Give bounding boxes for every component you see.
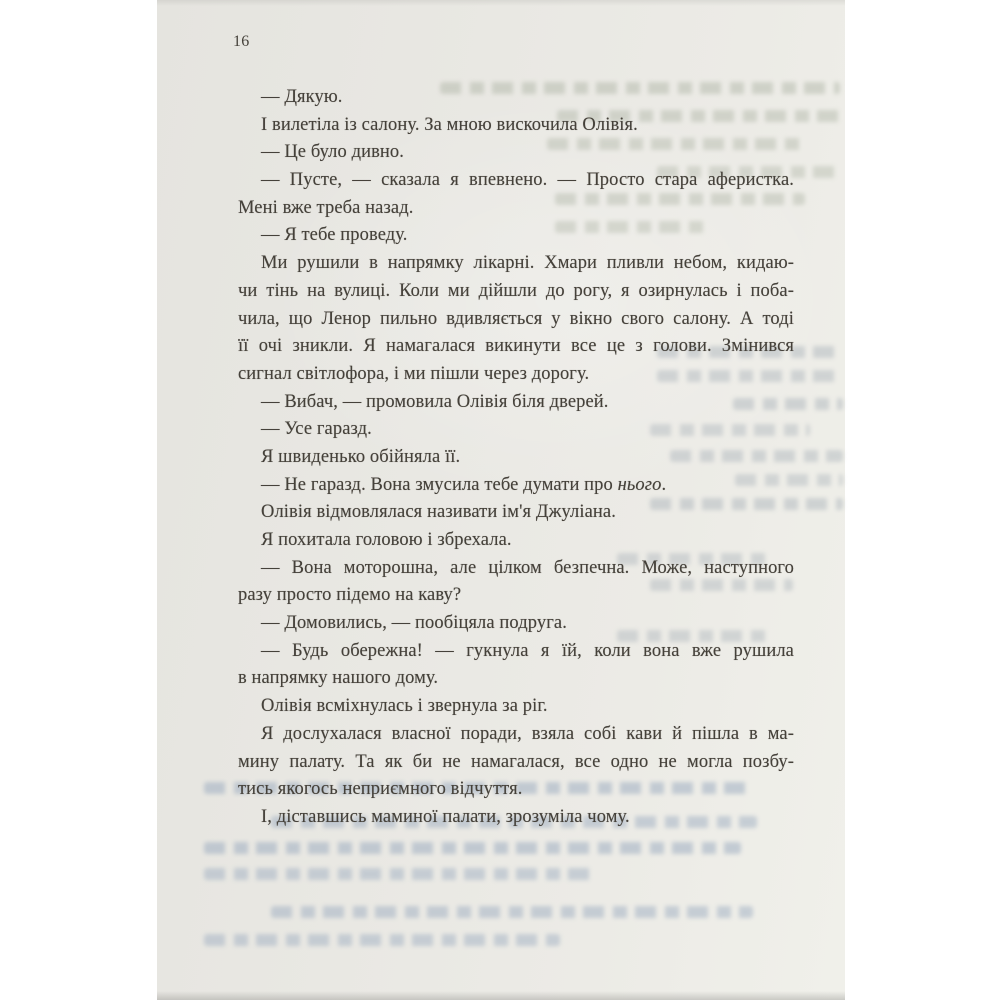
- text-line: І вилетіла із салону. За мною вискочила Олівія.: [261, 114, 638, 135]
- text-line: чи тінь на вулиці. Коли ми дійшли до рогу, я озирнулась і поба-: [238, 280, 794, 301]
- text-line: Я похитала головою і збрехала.: [261, 530, 512, 550]
- italic-word: нього: [617, 474, 662, 495]
- text-line: — Дякую.: [261, 87, 343, 107]
- text-line: тись якогось неприємного відчуття.: [238, 779, 523, 800]
- text-column: [238, 84, 794, 832]
- text-line: Ми рушили в напрямку лікарні. Хмари пливли небом, кидаю-: [261, 253, 794, 274]
- text-line: Олівія відмовлялася називати ім'я Джуліана.: [261, 502, 616, 523]
- bleedthrough-line: [271, 906, 753, 918]
- text-line: — Вибач, — промовила Олівія біля дверей.: [261, 391, 609, 412]
- text-line: Я швиденько обійняла її.: [261, 446, 461, 467]
- text-line: — Не гаразд. Вона змусила тебе думати про нього.: [261, 474, 667, 495]
- text-line: мину палату. Та як би не намагалася, все одно не могла позбу-: [238, 751, 794, 772]
- text-line: Олівія всміхнулась і звернула за ріг.: [261, 696, 548, 717]
- bleedthrough-line: [204, 842, 741, 854]
- text-line: її очі зникли. Я намагалася викинути все це з голови. Змінився: [238, 336, 794, 357]
- bleedthrough-line: [204, 868, 595, 880]
- text-line: — Пусте, — сказала я впевнено. — Просто стара аферистка.: [261, 170, 794, 191]
- text-line: — Будь обережна! — гукнула я їй, коли вона вже рушила: [261, 640, 794, 661]
- text-line: чила, що Ленор пильно вдивляється у вікно свого салону. А тоді: [238, 308, 794, 329]
- text-line: — Домовились, — пообіцяла подруга.: [261, 613, 567, 634]
- text-line: — Я тебе проведу.: [261, 225, 408, 246]
- text-line: Мені вже треба назад.: [238, 197, 414, 218]
- text-line: — Вона моторошна, але цілком безпечна. Може, наступного: [261, 557, 794, 578]
- page-number: 16: [233, 33, 250, 50]
- text-line: в напрямку нашого дому.: [238, 668, 439, 689]
- bleedthrough-line: [204, 934, 560, 946]
- text-line: разу просто підемо на каву?: [238, 585, 462, 606]
- text-line: Я дослухалася власної поради, взяла собі кави й пішла в ма-: [261, 723, 794, 744]
- text-line: І, діставшись маминої палати, зрозуміла чому.: [261, 806, 630, 827]
- text-line: — Усе гаразд.: [261, 419, 372, 440]
- book-page-photo: [157, 0, 845, 1000]
- text-line: сигнал світлофора, і ми пішли через дорогу.: [238, 363, 590, 384]
- text-line: — Це було дивно.: [261, 142, 404, 163]
